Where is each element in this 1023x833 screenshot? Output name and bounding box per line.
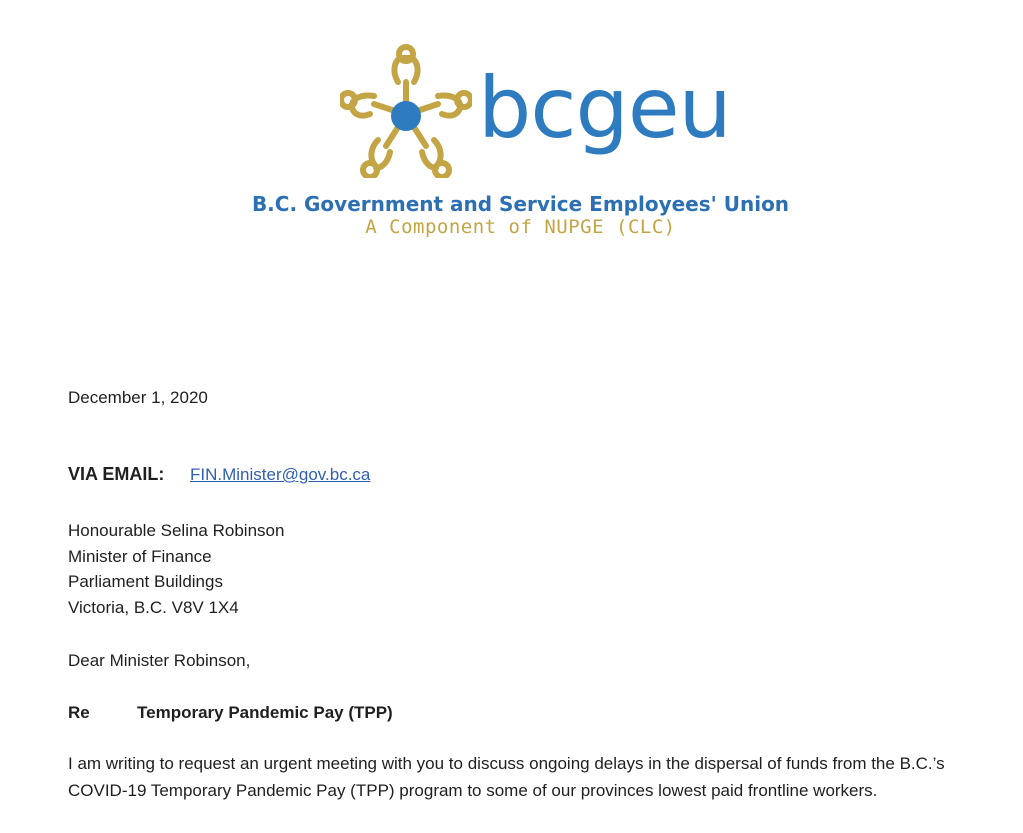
via-email-label: VIA EMAIL: — [68, 464, 165, 484]
body-paragraph: I am writing to request an urgent meeting with you to discuss ongoing delays in the dispersal of funds from the B.C.’s COVID-19 Temporary Pandemic Pay (TPP) program to some of our provinces lowest paid frontline workers. — [68, 754, 945, 800]
union-component-line: A Component of NUPGE (CLC) — [365, 216, 676, 238]
bcgeu-star-logo-icon — [340, 42, 472, 178]
salutation: Dear Minister Robinson, — [68, 651, 251, 670]
bcgeu-wordmark: bcgeu — [478, 59, 731, 157]
recipient-address — [68, 518, 284, 620]
letter-date: December 1, 2020 — [68, 388, 208, 407]
minister-email-link[interactable]: FIN.Minister@gov.bc.ca — [190, 465, 371, 484]
address-line: Honourable Selina Robinson — [68, 521, 285, 540]
address-line: Victoria, B.C. V8V 1X4 — [68, 597, 239, 617]
re-subject: Temporary Pandemic Pay (TPP) — [137, 703, 393, 722]
address-line: Minister of Finance — [68, 546, 212, 566]
letterhead — [0, 0, 1023, 260]
re-label: Re — [68, 703, 90, 722]
address-line: Parliament Buildings — [68, 572, 223, 591]
union-name: B.C. Government and Service Employees' Union — [251, 192, 790, 216]
